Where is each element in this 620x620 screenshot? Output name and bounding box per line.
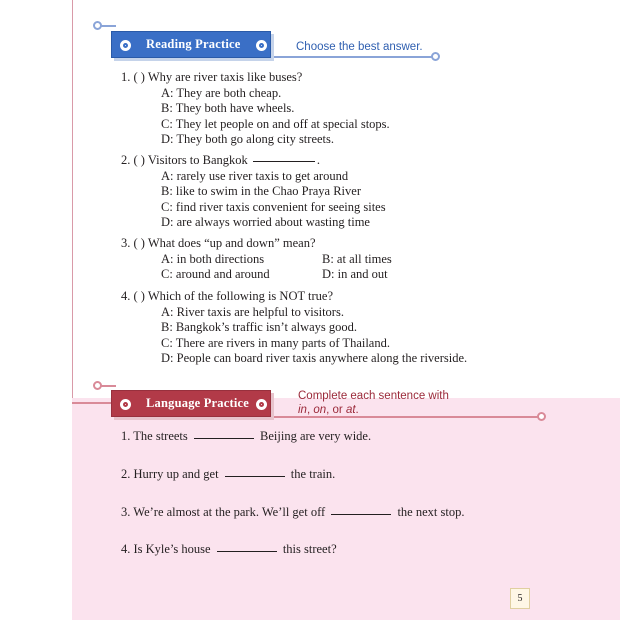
option: A: River taxis are helpful to visitors. [161,304,344,319]
question-2 [121,153,386,231]
sentence-end: Beijing are very wide. [260,429,372,443]
page-number: 5 [510,588,530,609]
question-4 [121,289,467,367]
circle-node-icon [118,397,133,412]
option: D: People can board river taxis anywhere along the riverside. [161,351,468,365]
option: C: They let people on and off at special stops. [161,116,390,131]
question-stem: 4. ( ) Which of the following is NOT true? [121,289,333,303]
sentence-end: the train. [290,467,336,481]
option: B: Bangkok’s traffic isn’t always good. [161,320,358,334]
question-stem: 1. ( ) Why are river taxis like buses? [121,70,303,84]
answer-blank [253,161,315,162]
banner-node-icon [431,52,440,61]
banner-connector [72,402,112,404]
question-stem [121,153,386,169]
option: B: They both have wheels. [161,101,295,115]
reading-practice-title: Reading Practice [146,37,241,51]
question-3 [121,236,392,283]
sentence-end: this street? [282,542,337,556]
language-practice-banner [111,390,271,417]
option: D: are always worried about wasting time [161,215,370,229]
instruction-line-2: in, on, or at. [298,404,359,416]
language-item-2 [121,467,335,482]
instruction-or: , or [326,404,346,416]
option-row [121,267,392,283]
language-item-1 [121,429,371,444]
option: A: They are both cheap. [161,85,282,100]
instruction-line-1: Complete each sentence with [298,390,449,402]
sentence-start: 4. Is Kyle’s house [121,542,211,556]
language-item-4 [121,542,337,557]
answer-blank [217,551,277,552]
word-at: at [345,404,356,416]
option: D: in and out [322,267,388,281]
option: A: rarely use river taxis to get around [161,168,349,183]
answer-blank [225,476,285,477]
banner-node-icon [537,412,546,421]
circle-node-icon [254,397,269,412]
option: C: around and around [161,267,270,281]
banner-connector [270,56,434,58]
language-instruction [298,389,449,417]
sentence-start: 1. The streets [121,429,188,443]
word-on: on [313,404,327,416]
banner-connector [101,385,116,387]
option: B: at all times [322,251,392,266]
sentence-end: the next stop. [397,505,465,519]
question-1 [121,70,390,148]
question-stem-text: 2. ( ) Visitors to Bangkok [121,153,248,167]
answer-blank [194,438,254,439]
question-stem-end: . [316,153,321,167]
language-practice-title: Language Practice [146,396,250,410]
option-row [121,252,392,268]
banner-connector [101,25,116,27]
circle-node-icon [118,38,133,53]
sentence-start: 3. We’re almost at the park. We’ll get off [121,505,326,519]
circle-node-icon [254,38,269,53]
banner-node-icon [93,381,102,390]
word-in: in [298,404,307,416]
option: C: There are rivers in many parts of Thailand. [161,335,390,350]
option: C: find river taxis convenient for seeing sites [161,199,386,214]
reading-instruction: Choose the best answer. [296,41,423,53]
banner-node-icon [93,21,102,30]
answer-blank [331,514,391,515]
reading-practice-banner [111,31,271,58]
option: B: like to swim in the Chao Praya River [161,184,361,198]
option: A: in both directions [161,251,265,266]
sentence-start: 2. Hurry up and get [121,467,219,481]
option: D: They both go along city streets. [161,132,335,146]
language-item-3 [121,505,464,520]
question-stem: 3. ( ) What does “up and down” mean? [121,236,316,250]
